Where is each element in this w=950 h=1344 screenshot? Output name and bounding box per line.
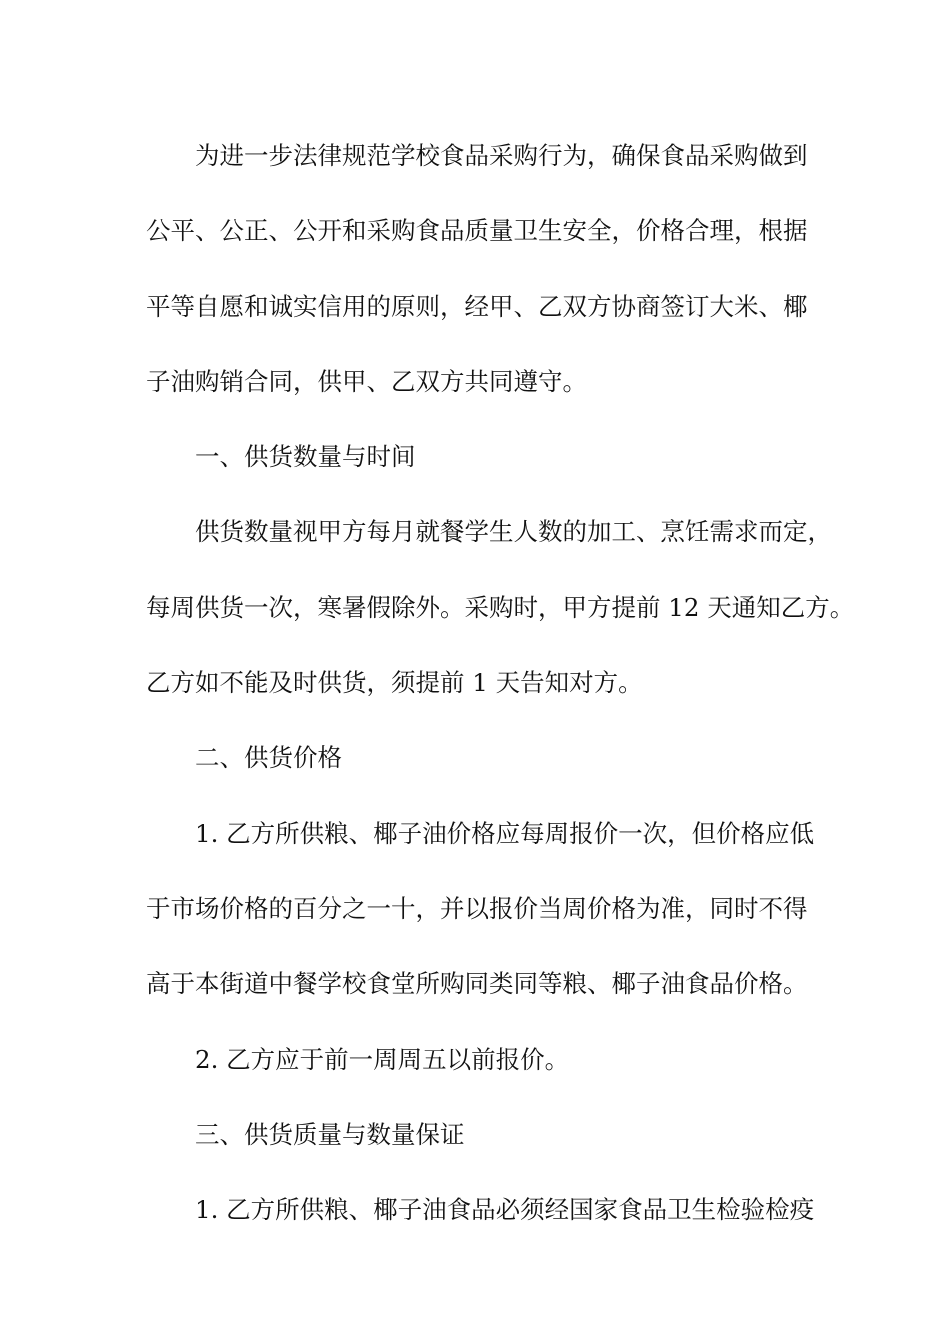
- text-line: 每周供货一次，寒暑假除外。采购时，甲方提前 12 天通知乙方。: [146, 592, 855, 622]
- section-heading: 一、供货数量与时间: [195, 442, 416, 472]
- text-line: 于市场价格的百分之一十，并以报价当周价格为准，同时不得: [146, 893, 808, 923]
- document-body: [146, 118, 855, 1247]
- text-line: 供货数量视甲方每月就餐学生人数的加工、烹饪需求而定，: [195, 517, 832, 547]
- text-line: 子油购销合同，供甲、乙双方共同遵守。: [146, 366, 587, 396]
- text-line: 1. 乙方所供粮、椰子油食品必须经国家食品卫生检验检疫: [195, 1195, 815, 1225]
- text-line: 公平、公正、公开和采购食品质量卫生安全，价格合理，根据: [146, 216, 808, 246]
- text-line: 乙方如不能及时供货，须提前 1 天告知对方。: [146, 668, 643, 698]
- text-line: 平等自愿和诚实信用的原则，经甲、乙双方协商签订大米、椰: [146, 291, 808, 321]
- text-line: 2. 乙方应于前一周周五以前报价。: [195, 1044, 570, 1074]
- text-line: 高于本街道中餐学校食堂所购同类同等粮、椰子油食品价格。: [146, 969, 808, 999]
- text-line: 为进一步法律规范学校食品采购行为，确保食品采购做到: [195, 141, 808, 170]
- text-line: 1. 乙方所供粮、椰子油价格应每周报价一次，但价格应低: [195, 818, 815, 848]
- section-heading: 二、供货价格: [195, 743, 342, 773]
- section-heading: 三、供货质量与数量保证: [195, 1119, 465, 1149]
